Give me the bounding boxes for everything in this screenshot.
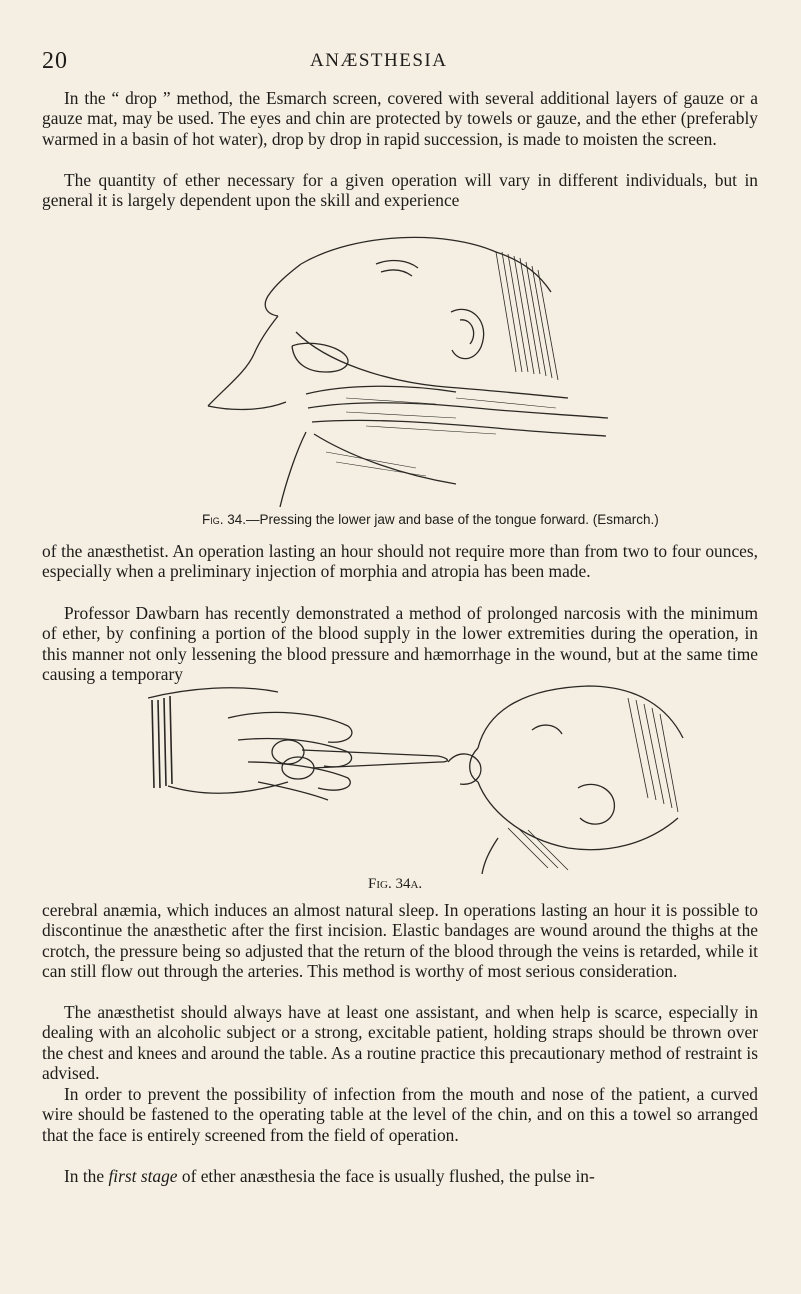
- head-profile-engraving: [208, 237, 608, 507]
- page-number: 20: [42, 48, 68, 74]
- paragraph-dawbarn-method: Professor Dawbarn has recently demonstrated a method of prolonged narcosis with the minimum of ether, by confining a portion of the blood supply in the lower extremities during the operation, in this manner not only lessening the blood pressure and hæmorrhage in the wound, but at the same time causing a temporary: [42, 603, 758, 685]
- paragraph-first-stage: [42, 1166, 758, 1186]
- paragraph-drop-method: In the “ drop ” method, the Esmarch screen, covered with several additional layers of gauze or a gauze mat, may be used. The eyes and chin are protected by towels or gauze, and the ether (preferably warmed in a basin of hot water), drop by drop in rapid succession, is made to moisten the screen.: [42, 88, 758, 149]
- first-stage-rest: of ether anæsthesia the face is usually flushed, the pulse in-: [177, 1166, 595, 1186]
- first-stage-emphasis: first stage: [108, 1166, 178, 1186]
- figure-34a-label: Fig. 34a.: [368, 876, 423, 892]
- figure-34a-caption: [368, 876, 422, 893]
- figure-34-caption: [202, 512, 659, 527]
- figure-34-label: Fig. 34.: [202, 512, 247, 527]
- figure-34-illustration: [196, 222, 628, 510]
- running-head: ANÆSTHESIA: [310, 50, 448, 71]
- paragraph-assistant-restraint: The anæsthetist should always have at least one assistant, and when help is scarce, especially in dealing with an alcoholic subject or a strong, excitable patient, holding straps should be thrown over the chest and knees and around the table. As a routine practice this precautionary method of restraint is advised.: [42, 1002, 758, 1084]
- figure-34a-illustration: [148, 678, 688, 874]
- paragraph-ether-quantity: The quantity of ether necessary for a given operation will vary in different individuals, but in general it is largely dependent upon the skill and experience: [42, 170, 758, 211]
- paragraph-infection-screen: In order to prevent the possibility of infection from the mouth and nose of the patient, a curved wire should be fastened to the operating table at the level of the chin, and on this a towel so arranged that the face is entirely screened from the field of operation.: [42, 1084, 758, 1145]
- hand-with-forceps-engraving: [148, 686, 683, 874]
- first-stage-intro: In the: [64, 1166, 109, 1186]
- figure-34-caption-text: —Pressing the lower jaw and base of the tongue forward. (Esmarch.): [246, 512, 659, 527]
- paragraph-cerebral-anaemia: cerebral anæmia, which induces an almost natural sleep. In operations lasting an hour it is possible to discontinue the anæsthetic after the first incision. Elastic bandages are wound around the thighs at the crotch, the pressure being so adjusted that the return of the blood through the veins is retarded, while it can still flow out through the arteries. This method is worthy of most serious consideration.: [42, 900, 758, 982]
- paragraph-anaesthetist-skill: of the anæsthetist. An operation lasting an hour should not require more than from two to four ounces, especially when a preliminary injection of morphia and atropia has been made.: [42, 541, 758, 582]
